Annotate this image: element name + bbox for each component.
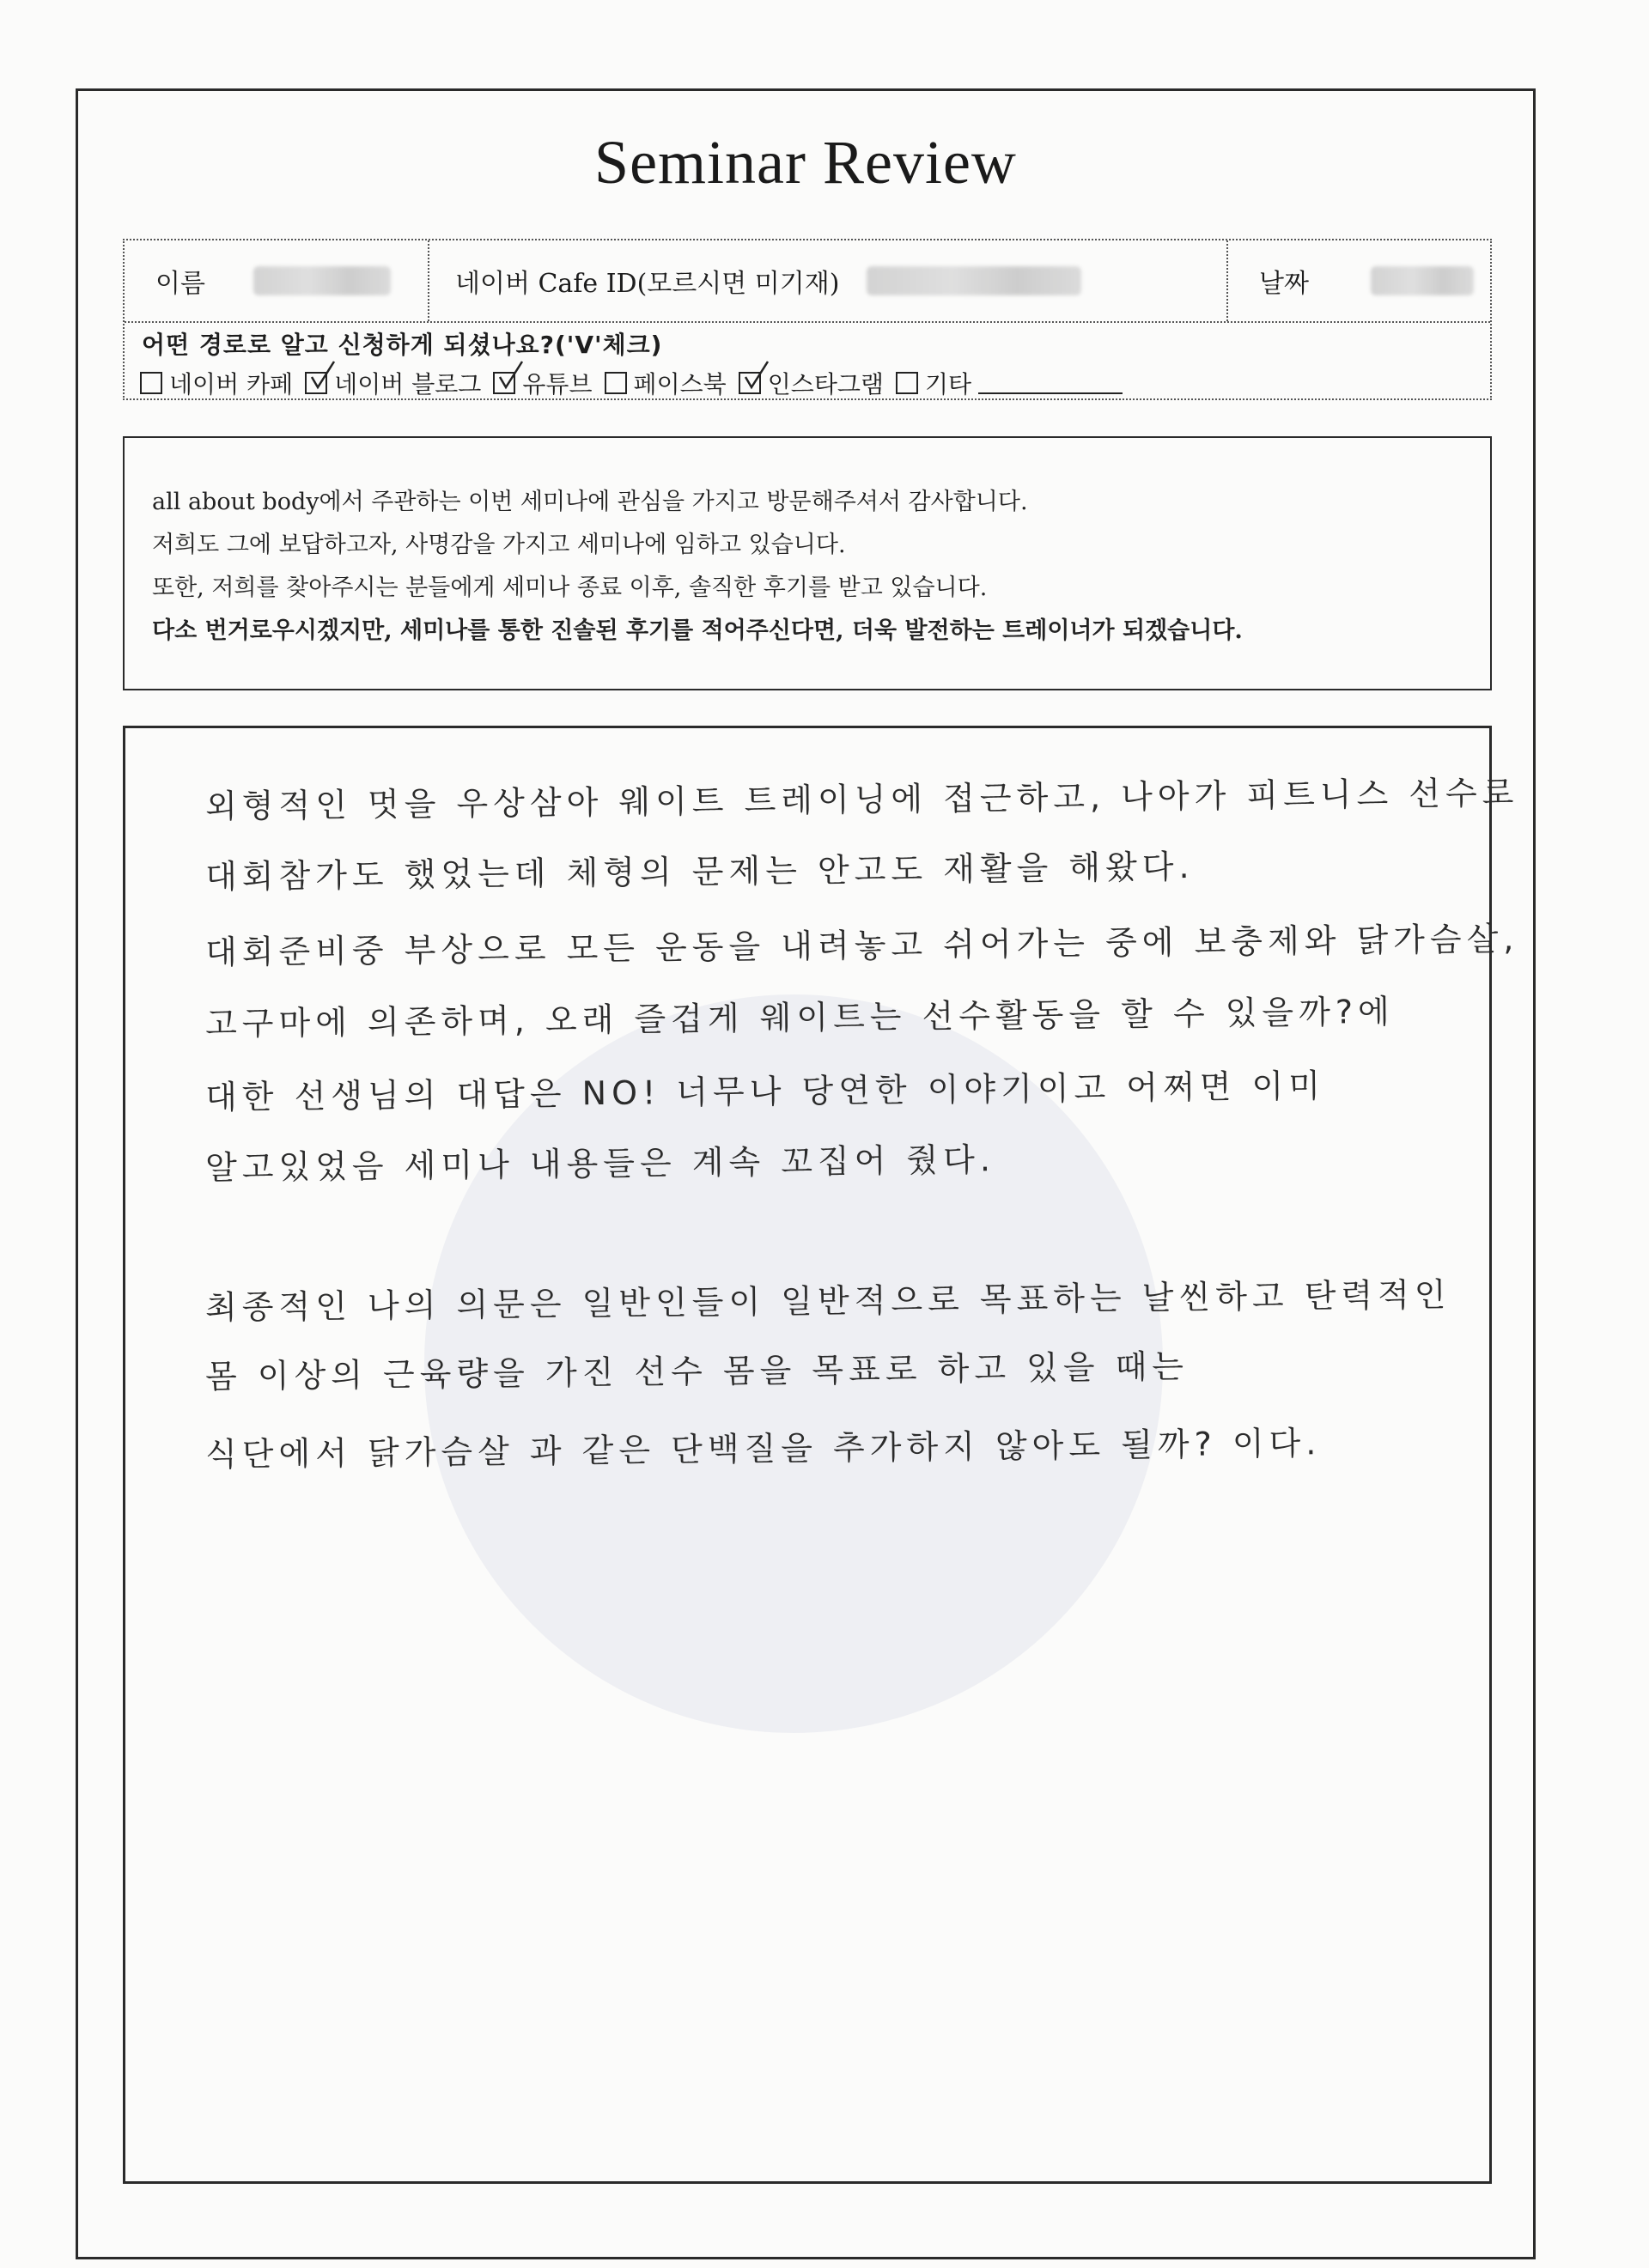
notice-line: 다소 번거로우시겠지만, 세미나를 통한 진솔된 후기를 적어주신다면, 더욱 발전하는 트레이너가 되겠습니다. — [152, 617, 1243, 644]
review-line: 대한 선생님의 대답은 NO! 너무나 당연한 이야기이고 어쩌면 이미 — [204, 1067, 1326, 1116]
cafe-id-redaction — [867, 266, 1081, 295]
review-line: 외형적인 멋을 우상삼아 웨이트 트레이닝에 접근하고, 나아가 피트니스 선수로 — [204, 773, 1519, 826]
cafe-id-label: 네이버 Cafe ID(모르시면 미기재) — [455, 269, 840, 299]
notice-line: all about body에서 주관하는 이번 세미나에 관심을 가지고 방문해주셔서 감사합니다. — [152, 489, 1028, 515]
name-label: 이름 — [155, 269, 205, 299]
option-other[interactable] — [896, 366, 1123, 400]
review-line: 최종적인 나의 의문은 일반인들이 일반적으로 목표하는 날씬하고 탄력적인 — [204, 1275, 1451, 1327]
name-cell — [125, 240, 429, 321]
checkbox-instagram[interactable] — [739, 372, 761, 394]
notice-line: 또한, 저희를 찾아주시는 분들에게 세미나 종료 이후, 솔직한 후기를 받고 있습니다. — [152, 575, 988, 601]
checkbox-other[interactable] — [896, 372, 918, 394]
source-options — [140, 366, 1123, 400]
review-line: 몸 이상의 근육량을 가진 선수 몸을 목표로 하고 있을 때는 — [204, 1347, 1190, 1395]
review-area[interactable] — [123, 726, 1519, 2184]
option-label: 유튜브 — [522, 370, 593, 398]
option-instagram[interactable] — [739, 366, 884, 400]
notice-box — [123, 436, 1492, 690]
review-line: 알고있었음 세미나 내용들은 계속 꼬집어 줬다. — [204, 1140, 996, 1187]
info-table — [123, 239, 1492, 400]
check-mark-icon — [744, 360, 770, 391]
notice-line: 저희도 그에 보답하고자, 사명감을 가지고 세미나에 임하고 있습니다. — [152, 532, 846, 558]
option-naver-cafe[interactable] — [140, 366, 293, 400]
checkbox-naver-blog[interactable] — [305, 372, 327, 394]
cafe-id-cell — [429, 240, 1228, 321]
review-line: 고구마에 의존하며, 오래 즐겁게 웨이트는 선수활동을 할 수 있을까?에 — [204, 992, 1395, 1043]
other-blank-line[interactable] — [978, 372, 1123, 394]
option-youtube[interactable] — [493, 366, 592, 400]
checkbox-naver-cafe[interactable] — [140, 372, 162, 394]
review-line: 식단에서 닭가슴살 과 같은 단백질을 추가하지 않아도 될까? 이다. — [204, 1424, 1322, 1474]
option-naver-blog[interactable] — [305, 366, 481, 400]
review-line: 대회준비중 부상으로 모든 운동을 내려놓고 쉬어가는 중에 보충제와 닭가슴살, — [204, 919, 1519, 972]
checkbox-youtube[interactable] — [493, 372, 515, 394]
date-redaction — [1371, 266, 1474, 295]
option-label: 기타 — [924, 370, 972, 398]
review-line: 대회참가도 했었는데 체형의 문제는 안고도 재활을 해왔다. — [204, 847, 1195, 897]
option-label: 인스타그램 — [767, 370, 884, 398]
option-label: 페이스북 — [633, 370, 727, 398]
option-facebook[interactable] — [605, 366, 727, 400]
form-title: Seminar Review — [594, 128, 1017, 197]
option-label: 네이버 블로그 — [334, 370, 482, 398]
check-mark-icon — [498, 360, 524, 391]
checkbox-facebook[interactable] — [605, 372, 627, 394]
check-mark-icon — [310, 360, 336, 391]
info-row — [125, 240, 1490, 323]
source-question: 어떤 경로로 알고 신청하게 되셨나요?('V'체크) — [142, 331, 663, 359]
option-label: 네이버 카페 — [169, 370, 294, 398]
name-redaction — [253, 266, 391, 295]
date-cell — [1228, 240, 1494, 321]
date-label: 날짜 — [1259, 269, 1309, 299]
